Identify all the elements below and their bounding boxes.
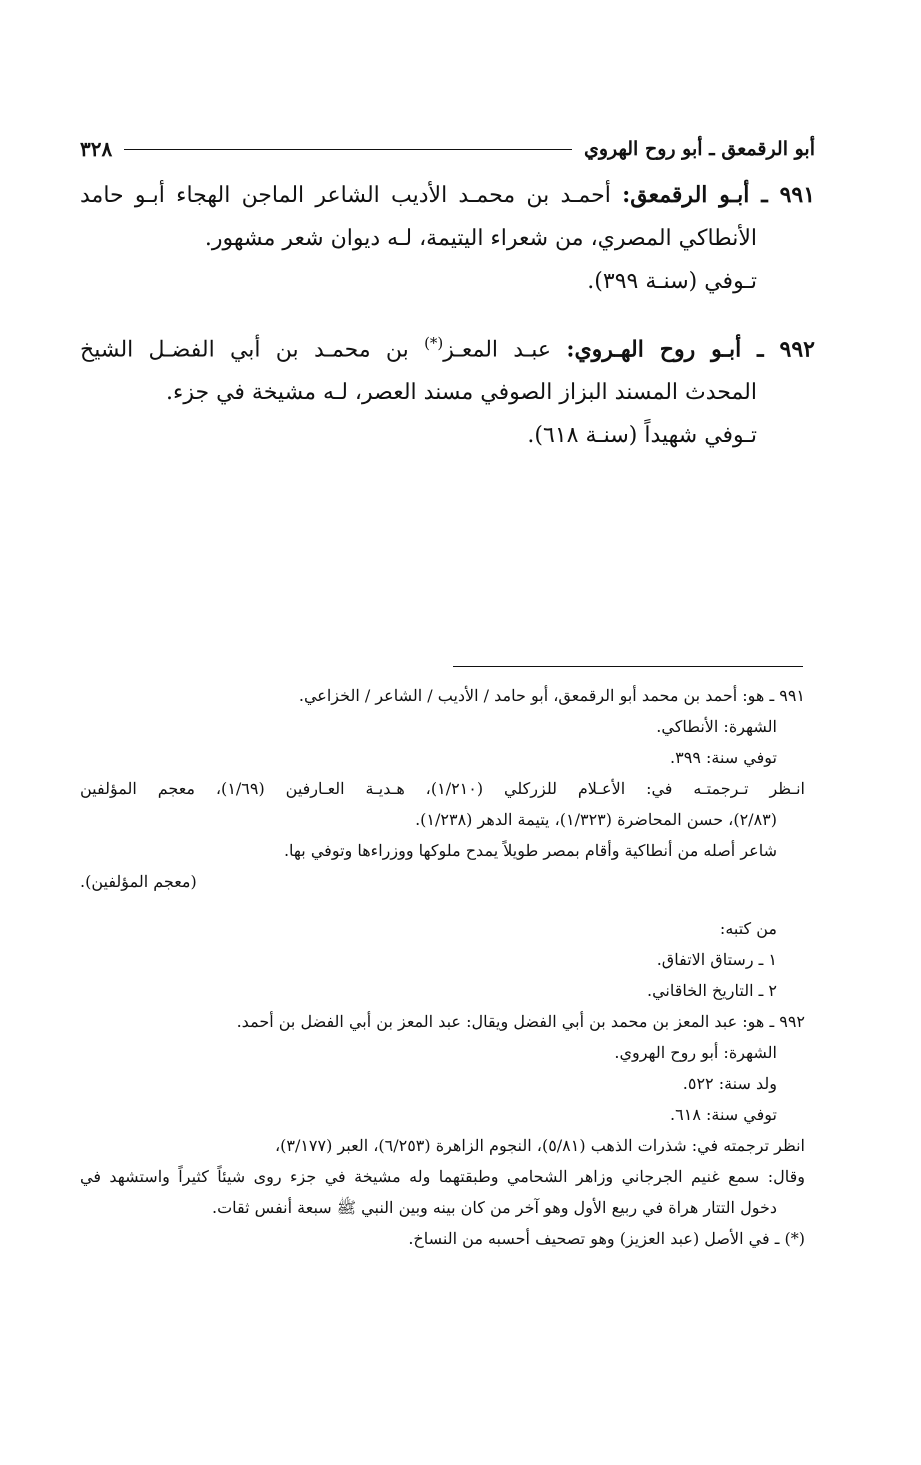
- entry-991: [80, 174, 815, 303]
- footnote-992-sources: انظر ترجمته في: شذرات الذهب (٥/٨١)، النجوم الزاهرة (٦/٢٥٣)، العبر (٣/١٧٧)،: [274, 1136, 805, 1155]
- footnote-992-identity: ٩٩٢ ـ هو: عبد المعز بن محمد بن أبي الفضل ويقال: عبد المعز بن أبي الفضل بن أحمد.: [236, 1012, 805, 1031]
- footnote-separator: [453, 666, 803, 667]
- footnote-991-fame: الشهرة: الأنطاكي.: [656, 717, 777, 736]
- entry-991-death: تـوفي (سنـة ٣٩٩).: [587, 269, 757, 294]
- footnote-star-note: (*) ـ في الأصل (عبد العزيز) وهو تصحيف أحسبه من النساخ.: [408, 1229, 805, 1248]
- entry-992-line-1: [80, 322, 815, 371]
- entry-992-death: تـوفي شهيداً (سنـة ٦١٨).: [527, 423, 757, 449]
- running-title: أبو الرقمعق ـ أبو روح الهروي: [583, 138, 815, 160]
- footnote-991-sources-1: انـظر تـرجمتـه في: الأعـلام للزركلي (١/٢١٠)، هـديـة العـارفين (١/٦٩)، معجم المؤلفين: [80, 779, 805, 798]
- footnotes: [80, 680, 805, 1254]
- footnote-991-works-heading: من كتبه:: [719, 919, 777, 938]
- entry-991-heading: ٩٩١ ـ أبـو الرقمعق:: [622, 182, 816, 208]
- footnote-992-death: توفي سنة: ٦١٨.: [670, 1105, 777, 1124]
- entry-992-line-1-text: بن محمـد بن أبي الفضـل الشيخ: [80, 337, 409, 363]
- entry-991-line-1: [80, 174, 815, 217]
- entry-992-heading: ٩٩٢ ـ أبـو روح الهـروي:: [566, 336, 815, 363]
- footnote-991-work-1: ١ ـ رستاق الاتفاق.: [656, 950, 777, 969]
- footnote-992-bio-1: وقال: سمع غنيم الجرجاني وزاهر الشحامي وطبقتهما وله مشيخة في جزء روى شيئاً كثيراً واستشهد في: [80, 1167, 806, 1186]
- entry-992-line-2: المحدث المسند البزاز الصوفي مسند العصر، لـه مشيخة في جزء.: [166, 380, 757, 406]
- footnote-991-work-2: ٢ ـ التاريخ الخاقاني.: [647, 981, 777, 1000]
- footnote-992-bio-2: دخول التتار هراة في ربيع الأول وهو آخر من كان بينه وبين النبي ﷺ سبعة أنفس ثقات.: [212, 1198, 777, 1217]
- footnote-marker-star: (*): [424, 334, 444, 352]
- header-rule: [124, 149, 572, 150]
- entry-991-line-1-text: أحمـد بن محمـد الأديب الشاعر الماجن الهجاء أبـو حامد: [80, 183, 611, 208]
- page-number: ٣٢٨: [80, 137, 113, 161]
- footnote-991-identity: ٩٩١ ـ هو: أحمد بن محمد أبو الرقمعق، أبو حامد / الأديب / الشاعر / الخزاعي.: [298, 686, 805, 705]
- footnote-992-birth: ولد سنة: ٥٢٢.: [682, 1074, 777, 1093]
- page-header: [80, 134, 815, 164]
- footnote-991-sources-2: (٢/٨٣)، حسن المحاضرة (١/٣٢٣)، يتيمة الدهر (١/٢٣٨).: [415, 810, 777, 829]
- footnote-991-bio-source: (معجم المؤلفين).: [80, 872, 197, 891]
- footnote-992-fame: الشهرة: أبو روح الهروي.: [614, 1043, 777, 1062]
- footnote-991-death: توفي سنة: ٣٩٩.: [670, 748, 777, 767]
- entry-991-line-2: الأنطاكي المصري، من شعراء اليتيمة، لـه ديوان شعر مشهور.: [204, 226, 757, 251]
- entry-992-name: عبـد المعـز: [443, 337, 552, 363]
- entry-992: [80, 322, 815, 457]
- footnote-991-bio: شاعر أصله من أنطاكية وأقام بمصر طويلاً يمدح ملوكها ووزراءها وتوفي بها.: [283, 841, 777, 860]
